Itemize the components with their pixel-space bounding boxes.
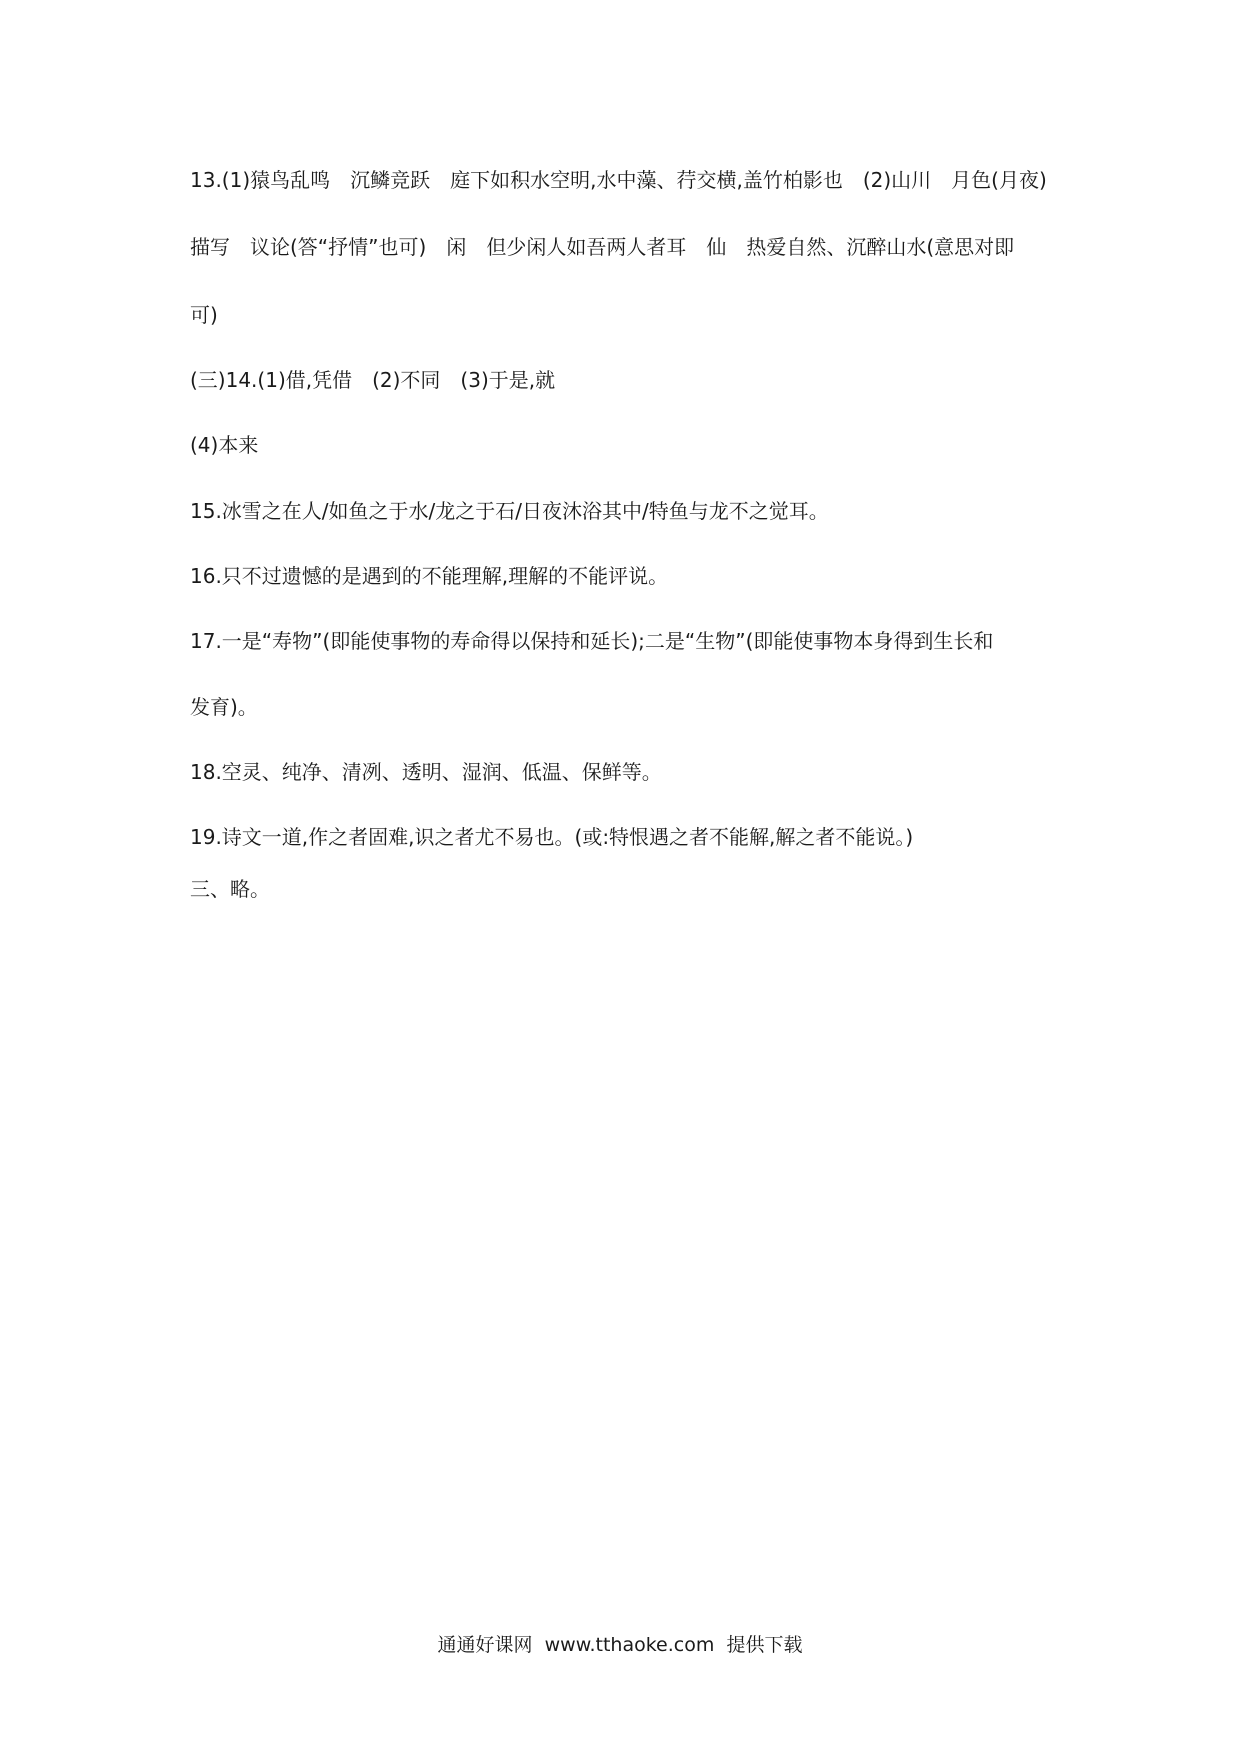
answer-line-13-continued: 描写 议论(答“抒情”也可) 闲 但少闲人如吾两人者耳 仙 热爱自然、沉醉山水(意思对即 bbox=[190, 235, 1015, 259]
page-footer: 通通好课网 www.tthaoke.com 提供下载 bbox=[437, 1634, 803, 1656]
answer-line-section-3: 三、略。 bbox=[190, 877, 270, 901]
answer-line-13: 13.(1)猿鸟乱鸣 沉鳞竞跃 庭下如积水空明,水中藻、荇交横,盖竹柏影也 (2)山川 月色(月夜) bbox=[190, 168, 1047, 192]
answer-line-16: 16.只不过遗憾的是遇到的不能理解,理解的不能评说。 bbox=[190, 564, 669, 588]
answer-line-17: 17.一是“寿物”(即能使事物的寿命得以保持和延长);二是“生物”(即能使事物本身得到生长和 bbox=[190, 629, 994, 653]
answer-line-13-end: 可) bbox=[190, 303, 218, 327]
answer-line-15: 15.冰雪之在人/如鱼之于水/龙之于石/日夜沐浴其中/特鱼与龙不之觉耳。 bbox=[190, 499, 829, 523]
answer-line-14: (三)14.(1)借,凭借 (2)不同 (3)于是,就 bbox=[190, 368, 556, 392]
answer-line-19: 19.诗文一道,作之者固难,识之者尤不易也。(或:特恨遇之者不能解,解之者不能说。) bbox=[190, 825, 914, 849]
answer-line-18: 18.空灵、纯净、清冽、透明、湿润、低温、保鲜等。 bbox=[190, 760, 662, 784]
answer-line-17-continued: 发育)。 bbox=[190, 695, 258, 719]
answer-line-14-continued: (4)本来 bbox=[190, 433, 259, 457]
